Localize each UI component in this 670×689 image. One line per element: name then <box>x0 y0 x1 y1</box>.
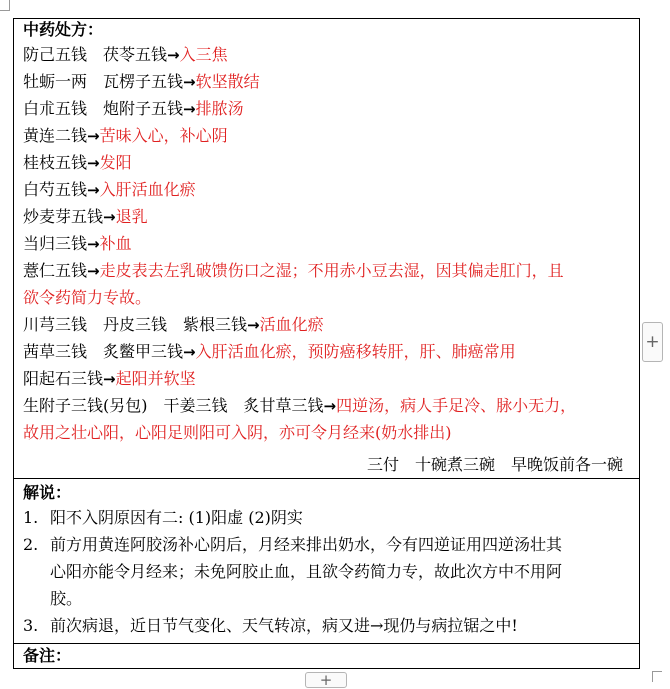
herb-effect-note-continued: 欲令药简力专故。 <box>23 288 152 307</box>
prescription-line <box>14 311 639 338</box>
prescription-line <box>14 95 639 122</box>
arrow-right-icon: → <box>183 343 196 361</box>
arrow-right-icon: → <box>87 127 100 145</box>
herb-effect-note: 发阳 <box>99 153 132 172</box>
page-corner-mark <box>650 671 662 683</box>
herb-dosage: 白芍五钱 <box>23 180 88 199</box>
herb-dosage: 川芎三钱 丹皮三钱 紫根三钱 <box>23 315 248 334</box>
herb-effect-note-continued: 故用之壮心阳，心阳足则阳可入阴，亦可令月经来(奶水排出) <box>23 423 452 442</box>
prescription-line <box>14 365 639 392</box>
herb-effect-note: 退乳 <box>115 207 148 226</box>
herb-effect-note: 活血化瘀 <box>259 315 324 334</box>
arrow-right-icon: → <box>87 262 100 280</box>
arrow-right-icon: → <box>103 208 116 226</box>
arrow-right-icon: → <box>87 154 100 172</box>
explanation-item <box>23 531 631 612</box>
herb-dosage: 阳起石三钱 <box>23 369 104 388</box>
prescription-line <box>14 338 639 365</box>
prescription-line <box>14 392 639 419</box>
arrow-right-icon: → <box>183 73 196 91</box>
dosage-instructions: 三付 十碗煮三碗 早晚饭前各一碗 <box>366 455 623 474</box>
herb-effect-note: 四逆汤，病人手足冷、脉小无力， <box>336 396 577 415</box>
herb-effect-note: 苦味入心，补心阴 <box>99 126 228 145</box>
herb-effect-note: 排脓汤 <box>195 99 244 118</box>
explanation-text-line: 前次病退，近日节气变化、天气转凉，病又进→现仍与病拉锯之中! <box>50 616 518 635</box>
prescription-line <box>14 41 639 68</box>
herb-dosage: 牡蛎一两 瓦楞子五钱 <box>23 72 184 91</box>
explanation-text-line: 胶。 <box>50 589 83 608</box>
herb-effect-note: 入肝活血化瘀，预防癌移转肝，肝、肺癌常用 <box>195 342 516 361</box>
add-column-button[interactable]: + <box>642 322 663 362</box>
prescription-line <box>14 203 639 230</box>
herb-dosage: 桂枝五钱 <box>23 153 88 172</box>
herb-dosage: 茜草三钱 炙鳖甲三钱 <box>23 342 184 361</box>
arrow-right-icon: → <box>103 370 116 388</box>
prescription-heading: 中药处方： <box>23 20 104 39</box>
list-number: 3. <box>23 616 39 635</box>
herb-effect-note: 入肝活血化瘀 <box>99 180 196 199</box>
explanation-text-line: 前方用黄连阿胶汤补心阴后，月经来排出奶水，今有四逆证用四逆汤壮其 <box>50 535 563 554</box>
arrow-right-icon: → <box>167 46 180 64</box>
herb-effect-note: 起阳并软坚 <box>115 369 196 388</box>
prescription-line <box>14 122 639 149</box>
herb-dosage: 白朮五钱 炮附子五钱 <box>23 99 184 118</box>
herb-effect-note: 入三焦 <box>179 45 228 64</box>
prescription-line <box>14 149 639 176</box>
prescription-lines <box>14 41 639 446</box>
prescription-line <box>14 257 639 284</box>
herb-dosage: 防己五钱 茯苓五钱 <box>23 45 168 64</box>
explanation-text-line: 阳不入阴原因有二: (1)阳虚 (2)阴实 <box>50 508 303 527</box>
arrow-right-icon: → <box>87 235 100 253</box>
prescription-line <box>14 176 639 203</box>
list-number: 2. <box>23 535 39 554</box>
herb-dosage: 当归三钱 <box>23 234 88 253</box>
herb-effect-note: 软坚散结 <box>195 72 260 91</box>
list-number: 1. <box>23 508 39 527</box>
explanation-item <box>23 612 631 639</box>
herb-effect-note: 补血 <box>99 234 132 253</box>
explanation-section <box>14 479 639 644</box>
page-corner-mark <box>0 0 12 12</box>
prescription-section <box>14 19 639 479</box>
notes-heading: 备注： <box>23 646 72 665</box>
arrow-right-icon: → <box>87 181 100 199</box>
arrow-right-icon: → <box>247 316 260 334</box>
explanation-text-line: 心阳亦能令月经来；未免阿胶止血，且欲令药简力专，故此次方中不用阿 <box>50 562 563 581</box>
notes-section <box>14 644 639 668</box>
explanation-item <box>23 504 631 531</box>
herb-dosage: 生附子三钱(另包) 干姜三钱 炙甘草三钱 <box>23 396 324 415</box>
arrow-right-icon: → <box>323 397 337 415</box>
herb-dosage: 黄连二钱 <box>23 126 88 145</box>
add-row-button[interactable]: + <box>305 672 347 688</box>
prescription-line <box>14 68 639 95</box>
prescription-line <box>14 230 639 257</box>
herb-dosage: 薏仁五钱 <box>23 261 88 280</box>
herb-effect-note: 走皮表去左乳破馈伤口之湿；不用赤小豆去湿，因其偏走肛门，且 <box>99 261 564 280</box>
explanation-heading: 解说： <box>23 483 72 502</box>
herb-dosage: 炒麦芽五钱 <box>23 207 104 226</box>
arrow-right-icon: → <box>183 100 196 118</box>
prescription-table <box>13 18 640 669</box>
